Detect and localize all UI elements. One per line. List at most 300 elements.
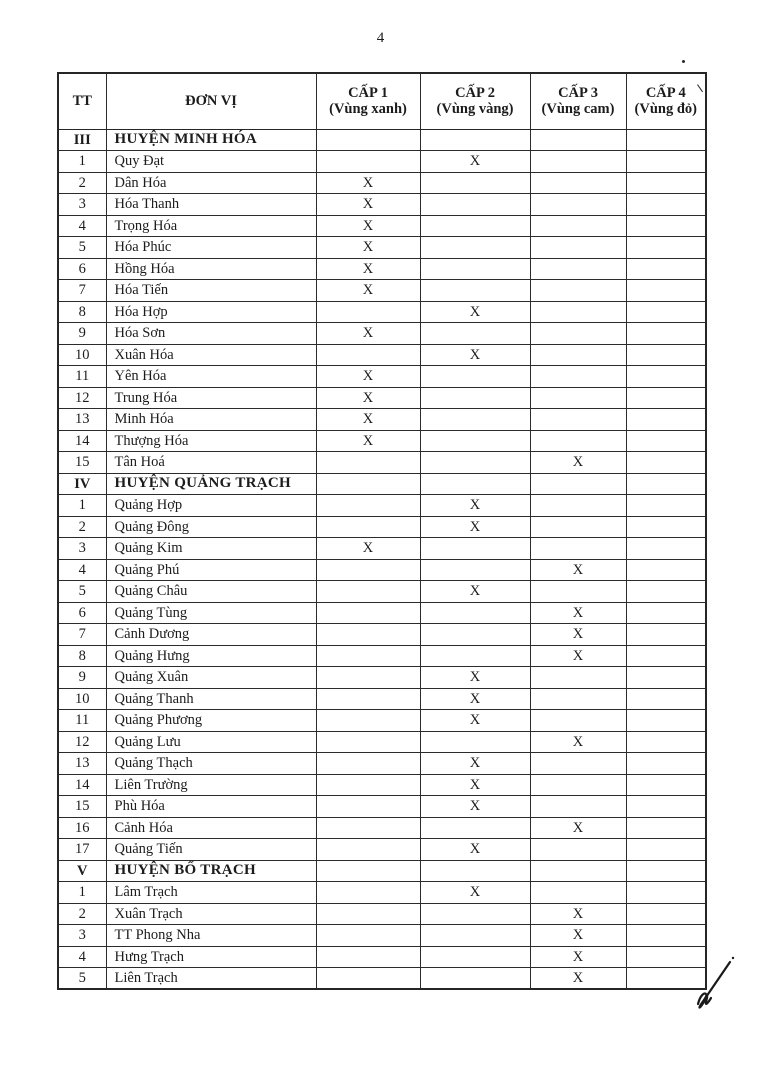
unit-name-cell: Cảnh Dương [106,624,316,646]
level-4-cell [626,581,706,603]
level-4-cell [626,925,706,947]
row-index-cell: 15 [58,452,106,474]
level-4-cell [626,387,706,409]
row-index-cell: 12 [58,387,106,409]
level-3-cell: X [530,968,626,990]
table-row [58,624,706,646]
table-row [58,925,706,947]
row-index-cell: 8 [58,301,106,323]
level-2-cell [420,602,530,624]
unit-name-cell: Hưng Trạch [106,946,316,968]
row-index-cell: 4 [58,946,106,968]
row-index-cell: 10 [58,688,106,710]
level-1-cell [316,688,420,710]
unit-name-cell: Minh Hóa [106,409,316,431]
level-4-cell [626,172,706,194]
column-header-label: CẤP 4 [645,85,686,102]
level-1-cell [316,559,420,581]
level-1-cell [316,731,420,753]
level-1-cell [316,624,420,646]
level-3-cell [530,667,626,689]
unit-name-cell: Quảng Tùng [106,602,316,624]
table-row [58,452,706,474]
level-2-cell: X [420,753,530,775]
level-2-cell: X [420,581,530,603]
level-3-cell [530,516,626,538]
table-row [58,430,706,452]
unit-name-cell: Cảnh Hóa [106,817,316,839]
row-index-cell: 4 [58,559,106,581]
level-4-cell [626,839,706,861]
level-3-cell: X [530,602,626,624]
level-4-cell [626,280,706,302]
unit-name-cell: Hóa Tiến [106,280,316,302]
level-2-cell: X [420,344,530,366]
risk-level-table [57,72,707,990]
level-3-cell: X [530,925,626,947]
unit-name-cell: Hóa Sơn [106,323,316,345]
level-4-cell [626,624,706,646]
unit-name-cell: Hóa Thanh [106,194,316,216]
level-2-cell: X [420,710,530,732]
unit-name-cell: Quảng Kim [106,538,316,560]
table-row [58,258,706,280]
column-header-label: ĐƠN VỊ [185,93,237,110]
level-2-cell [420,860,530,882]
unit-name-cell: Quảng Phương [106,710,316,732]
level-2-cell: X [420,774,530,796]
level-3-cell [530,882,626,904]
table-row [58,581,706,603]
level-4-cell [626,323,706,345]
row-index-cell: 1 [58,151,106,173]
level-4-cell [626,473,706,495]
level-1-cell [316,817,420,839]
unit-name-cell: Quảng Hợp [106,495,316,517]
row-index-cell: 14 [58,430,106,452]
level-1-cell [316,968,420,990]
level-3-cell [530,430,626,452]
level-3-cell [530,280,626,302]
level-3-cell [530,215,626,237]
level-2-cell [420,194,530,216]
level-2-cell [420,903,530,925]
level-3-cell [530,409,626,431]
column-header-sublabel: (Vùng cam) [541,101,615,118]
table-row [58,151,706,173]
level-1-cell [316,516,420,538]
table-row [58,194,706,216]
level-3-cell [530,237,626,259]
level-3-cell: X [530,452,626,474]
level-2-cell: X [420,839,530,861]
level-1-cell: X [316,237,420,259]
row-index-cell: 15 [58,796,106,818]
table-row [58,280,706,302]
level-2-cell [420,817,530,839]
handwritten-signature-squiggle [688,948,742,1018]
unit-name-cell: Quảng Tiến [106,839,316,861]
unit-name-cell: Hồng Hóa [106,258,316,280]
column-header-sublabel: (Vùng đỏ) [634,101,697,118]
level-3-cell [530,387,626,409]
level-3-cell: X [530,946,626,968]
level-2-cell [420,968,530,990]
level-2-cell [420,237,530,259]
level-2-cell: X [420,516,530,538]
unit-name-cell: Quảng Châu [106,581,316,603]
unit-name-cell: Yên Hóa [106,366,316,388]
row-index-cell: 9 [58,323,106,345]
level-2-cell [420,258,530,280]
table-row [58,559,706,581]
level-3-cell [530,473,626,495]
row-index-cell: 8 [58,645,106,667]
level-4-cell [626,817,706,839]
level-1-cell: X [316,172,420,194]
level-1-cell [316,495,420,517]
level-1-cell [316,301,420,323]
level-4-cell [626,882,706,904]
level-1-cell: X [316,280,420,302]
level-2-cell [420,645,530,667]
column-header-cap2 [420,73,530,129]
unit-name-cell: HUYỆN BỐ TRẠCH [106,860,316,882]
level-4-cell [626,151,706,173]
table-row [58,538,706,560]
unit-name-cell: Trung Hóa [106,387,316,409]
table-row [58,645,706,667]
unit-name-cell: Xuân Hóa [106,344,316,366]
level-3-cell [530,194,626,216]
level-2-cell: X [420,151,530,173]
row-index-cell: V [58,860,106,882]
row-index-cell: 14 [58,774,106,796]
unit-name-cell: Tân Hoá [106,452,316,474]
level-1-cell [316,710,420,732]
level-2-cell [420,925,530,947]
table-row [58,796,706,818]
row-index-cell: III [58,129,106,151]
row-index-cell: 5 [58,237,106,259]
level-3-cell [530,151,626,173]
table-row [58,710,706,732]
level-3-cell [530,688,626,710]
level-2-cell [420,172,530,194]
level-4-cell [626,903,706,925]
level-4-cell [626,796,706,818]
level-2-cell [420,409,530,431]
level-1-cell [316,946,420,968]
level-2-cell: X [420,796,530,818]
row-index-cell: 5 [58,581,106,603]
level-4-cell [626,430,706,452]
level-2-cell [420,323,530,345]
level-3-cell [530,366,626,388]
level-2-cell [420,624,530,646]
scan-speck-dot [682,60,685,63]
table-row [58,602,706,624]
column-header-cap4 [626,73,706,129]
level-4-cell [626,495,706,517]
level-3-cell [530,860,626,882]
level-3-cell [530,172,626,194]
level-3-cell [530,796,626,818]
table-row [58,366,706,388]
level-3-cell: X [530,624,626,646]
level-4-cell [626,860,706,882]
level-2-cell [420,430,530,452]
level-1-cell [316,774,420,796]
level-1-cell: X [316,430,420,452]
table-row [58,817,706,839]
section-row [58,473,706,495]
level-4-cell [626,344,706,366]
row-index-cell: 16 [58,817,106,839]
level-3-cell [530,323,626,345]
level-4-cell [626,129,706,151]
row-index-cell: 3 [58,194,106,216]
level-2-cell: X [420,882,530,904]
level-4-cell [626,237,706,259]
row-index-cell: 3 [58,925,106,947]
level-3-cell: X [530,817,626,839]
unit-name-cell: Quảng Xuân [106,667,316,689]
table-row [58,667,706,689]
level-4-cell [626,301,706,323]
level-1-cell [316,667,420,689]
table-body [58,129,706,989]
page-number: 4 [376,30,385,46]
row-index-cell: 12 [58,731,106,753]
table-row [58,839,706,861]
column-header-unit [106,73,316,129]
level-3-cell [530,258,626,280]
column-header-cap1 [316,73,420,129]
level-1-cell: X [316,538,420,560]
column-header-cap3 [530,73,626,129]
table-row [58,172,706,194]
table-row [58,946,706,968]
level-1-cell [316,753,420,775]
level-3-cell: X [530,731,626,753]
level-4-cell [626,688,706,710]
section-row [58,129,706,151]
unit-name-cell: Liên Trạch [106,968,316,990]
column-header-label: TT [72,93,92,110]
row-index-cell: 13 [58,409,106,431]
unit-name-cell: Quảng Thanh [106,688,316,710]
level-1-cell [316,473,420,495]
level-1-cell: X [316,387,420,409]
column-header-label: CẤP 2 [455,85,495,102]
table-row [58,237,706,259]
level-1-cell [316,839,420,861]
row-index-cell: 5 [58,968,106,990]
row-index-cell: IV [58,473,106,495]
level-2-cell: X [420,688,530,710]
table-header [58,73,706,129]
table-row [58,903,706,925]
level-1-cell [316,645,420,667]
row-index-cell: 17 [58,839,106,861]
level-1-cell [316,860,420,882]
level-3-cell [530,538,626,560]
column-header-label: CẤP 3 [558,85,598,102]
level-1-cell [316,581,420,603]
level-3-cell [530,129,626,151]
level-3-cell [530,753,626,775]
row-index-cell: 2 [58,903,106,925]
row-index-cell: 6 [58,258,106,280]
table-row [58,882,706,904]
table-row [58,301,706,323]
level-3-cell: X [530,645,626,667]
table-row [58,968,706,990]
unit-name-cell: Trọng Hóa [106,215,316,237]
table-row [58,731,706,753]
row-index-cell: 6 [58,602,106,624]
unit-name-cell: Quảng Hưng [106,645,316,667]
row-index-cell: 11 [58,710,106,732]
row-index-cell: 1 [58,495,106,517]
row-index-cell: 1 [58,882,106,904]
column-header-tt [58,73,106,129]
unit-name-cell: Hóa Hợp [106,301,316,323]
table-row [58,215,706,237]
level-1-cell [316,344,420,366]
level-2-cell: X [420,667,530,689]
row-index-cell: 7 [58,624,106,646]
level-4-cell [626,452,706,474]
level-3-cell [530,344,626,366]
level-2-cell [420,473,530,495]
level-4-cell [626,602,706,624]
level-4-cell [626,645,706,667]
level-3-cell [530,581,626,603]
table-row [58,495,706,517]
level-4-cell [626,667,706,689]
level-3-cell [530,495,626,517]
level-1-cell: X [316,194,420,216]
row-index-cell: 9 [58,667,106,689]
table-row [58,753,706,775]
level-1-cell [316,452,420,474]
level-3-cell: X [530,559,626,581]
level-4-cell [626,258,706,280]
level-4-cell [626,753,706,775]
level-4-cell [626,774,706,796]
level-4-cell [626,366,706,388]
level-2-cell [420,946,530,968]
level-1-cell: X [316,215,420,237]
level-1-cell: X [316,409,420,431]
level-2-cell [420,366,530,388]
level-1-cell [316,151,420,173]
level-1-cell [316,796,420,818]
level-3-cell: X [530,903,626,925]
level-2-cell [420,129,530,151]
table-row [58,774,706,796]
unit-name-cell: Phù Hóa [106,796,316,818]
row-index-cell: 4 [58,215,106,237]
level-4-cell [626,559,706,581]
unit-name-cell: Quảng Phú [106,559,316,581]
unit-name-cell: Quảng Đông [106,516,316,538]
level-1-cell [316,129,420,151]
level-2-cell [420,215,530,237]
unit-name-cell: HUYỆN QUẢNG TRẠCH [106,473,316,495]
unit-name-cell: TT Phong Nha [106,925,316,947]
level-4-cell [626,516,706,538]
level-1-cell [316,903,420,925]
level-1-cell: X [316,366,420,388]
level-1-cell [316,602,420,624]
table-row [58,688,706,710]
unit-name-cell: Quảng Lưu [106,731,316,753]
level-3-cell [530,710,626,732]
row-index-cell: 13 [58,753,106,775]
level-4-cell [626,538,706,560]
column-header-sublabel: (Vùng xanh) [329,101,407,118]
table-row [58,323,706,345]
row-index-cell: 2 [58,516,106,538]
level-4-cell [626,731,706,753]
unit-name-cell: Hóa Phúc [106,237,316,259]
column-header-label: CẤP 1 [348,85,388,102]
table-header-row [58,73,706,129]
unit-name-cell: HUYỆN MINH HÓA [106,129,316,151]
level-2-cell [420,280,530,302]
row-index-cell: 2 [58,172,106,194]
level-2-cell [420,387,530,409]
row-index-cell: 11 [58,366,106,388]
level-4-cell [626,194,706,216]
level-4-cell [626,710,706,732]
table-row [58,516,706,538]
table-row [58,409,706,431]
column-header-sublabel: (Vùng vàng) [436,101,514,118]
level-2-cell [420,538,530,560]
level-2-cell [420,731,530,753]
unit-name-cell: Thượng Hóa [106,430,316,452]
unit-name-cell: Liên Trường [106,774,316,796]
level-1-cell: X [316,258,420,280]
level-2-cell [420,559,530,581]
unit-name-cell: Lâm Trạch [106,882,316,904]
level-2-cell: X [420,301,530,323]
level-1-cell [316,925,420,947]
table-row [58,387,706,409]
level-1-cell [316,882,420,904]
level-3-cell [530,839,626,861]
row-index-cell: 10 [58,344,106,366]
level-4-cell [626,215,706,237]
level-3-cell [530,301,626,323]
unit-name-cell: Xuân Trạch [106,903,316,925]
section-row [58,860,706,882]
unit-name-cell: Quảng Thạch [106,753,316,775]
unit-name-cell: Dân Hóa [106,172,316,194]
level-2-cell: X [420,495,530,517]
row-index-cell: 7 [58,280,106,302]
level-3-cell [530,774,626,796]
table-row [58,344,706,366]
level-1-cell: X [316,323,420,345]
unit-name-cell: Quy Đạt [106,151,316,173]
level-2-cell [420,452,530,474]
row-index-cell: 3 [58,538,106,560]
